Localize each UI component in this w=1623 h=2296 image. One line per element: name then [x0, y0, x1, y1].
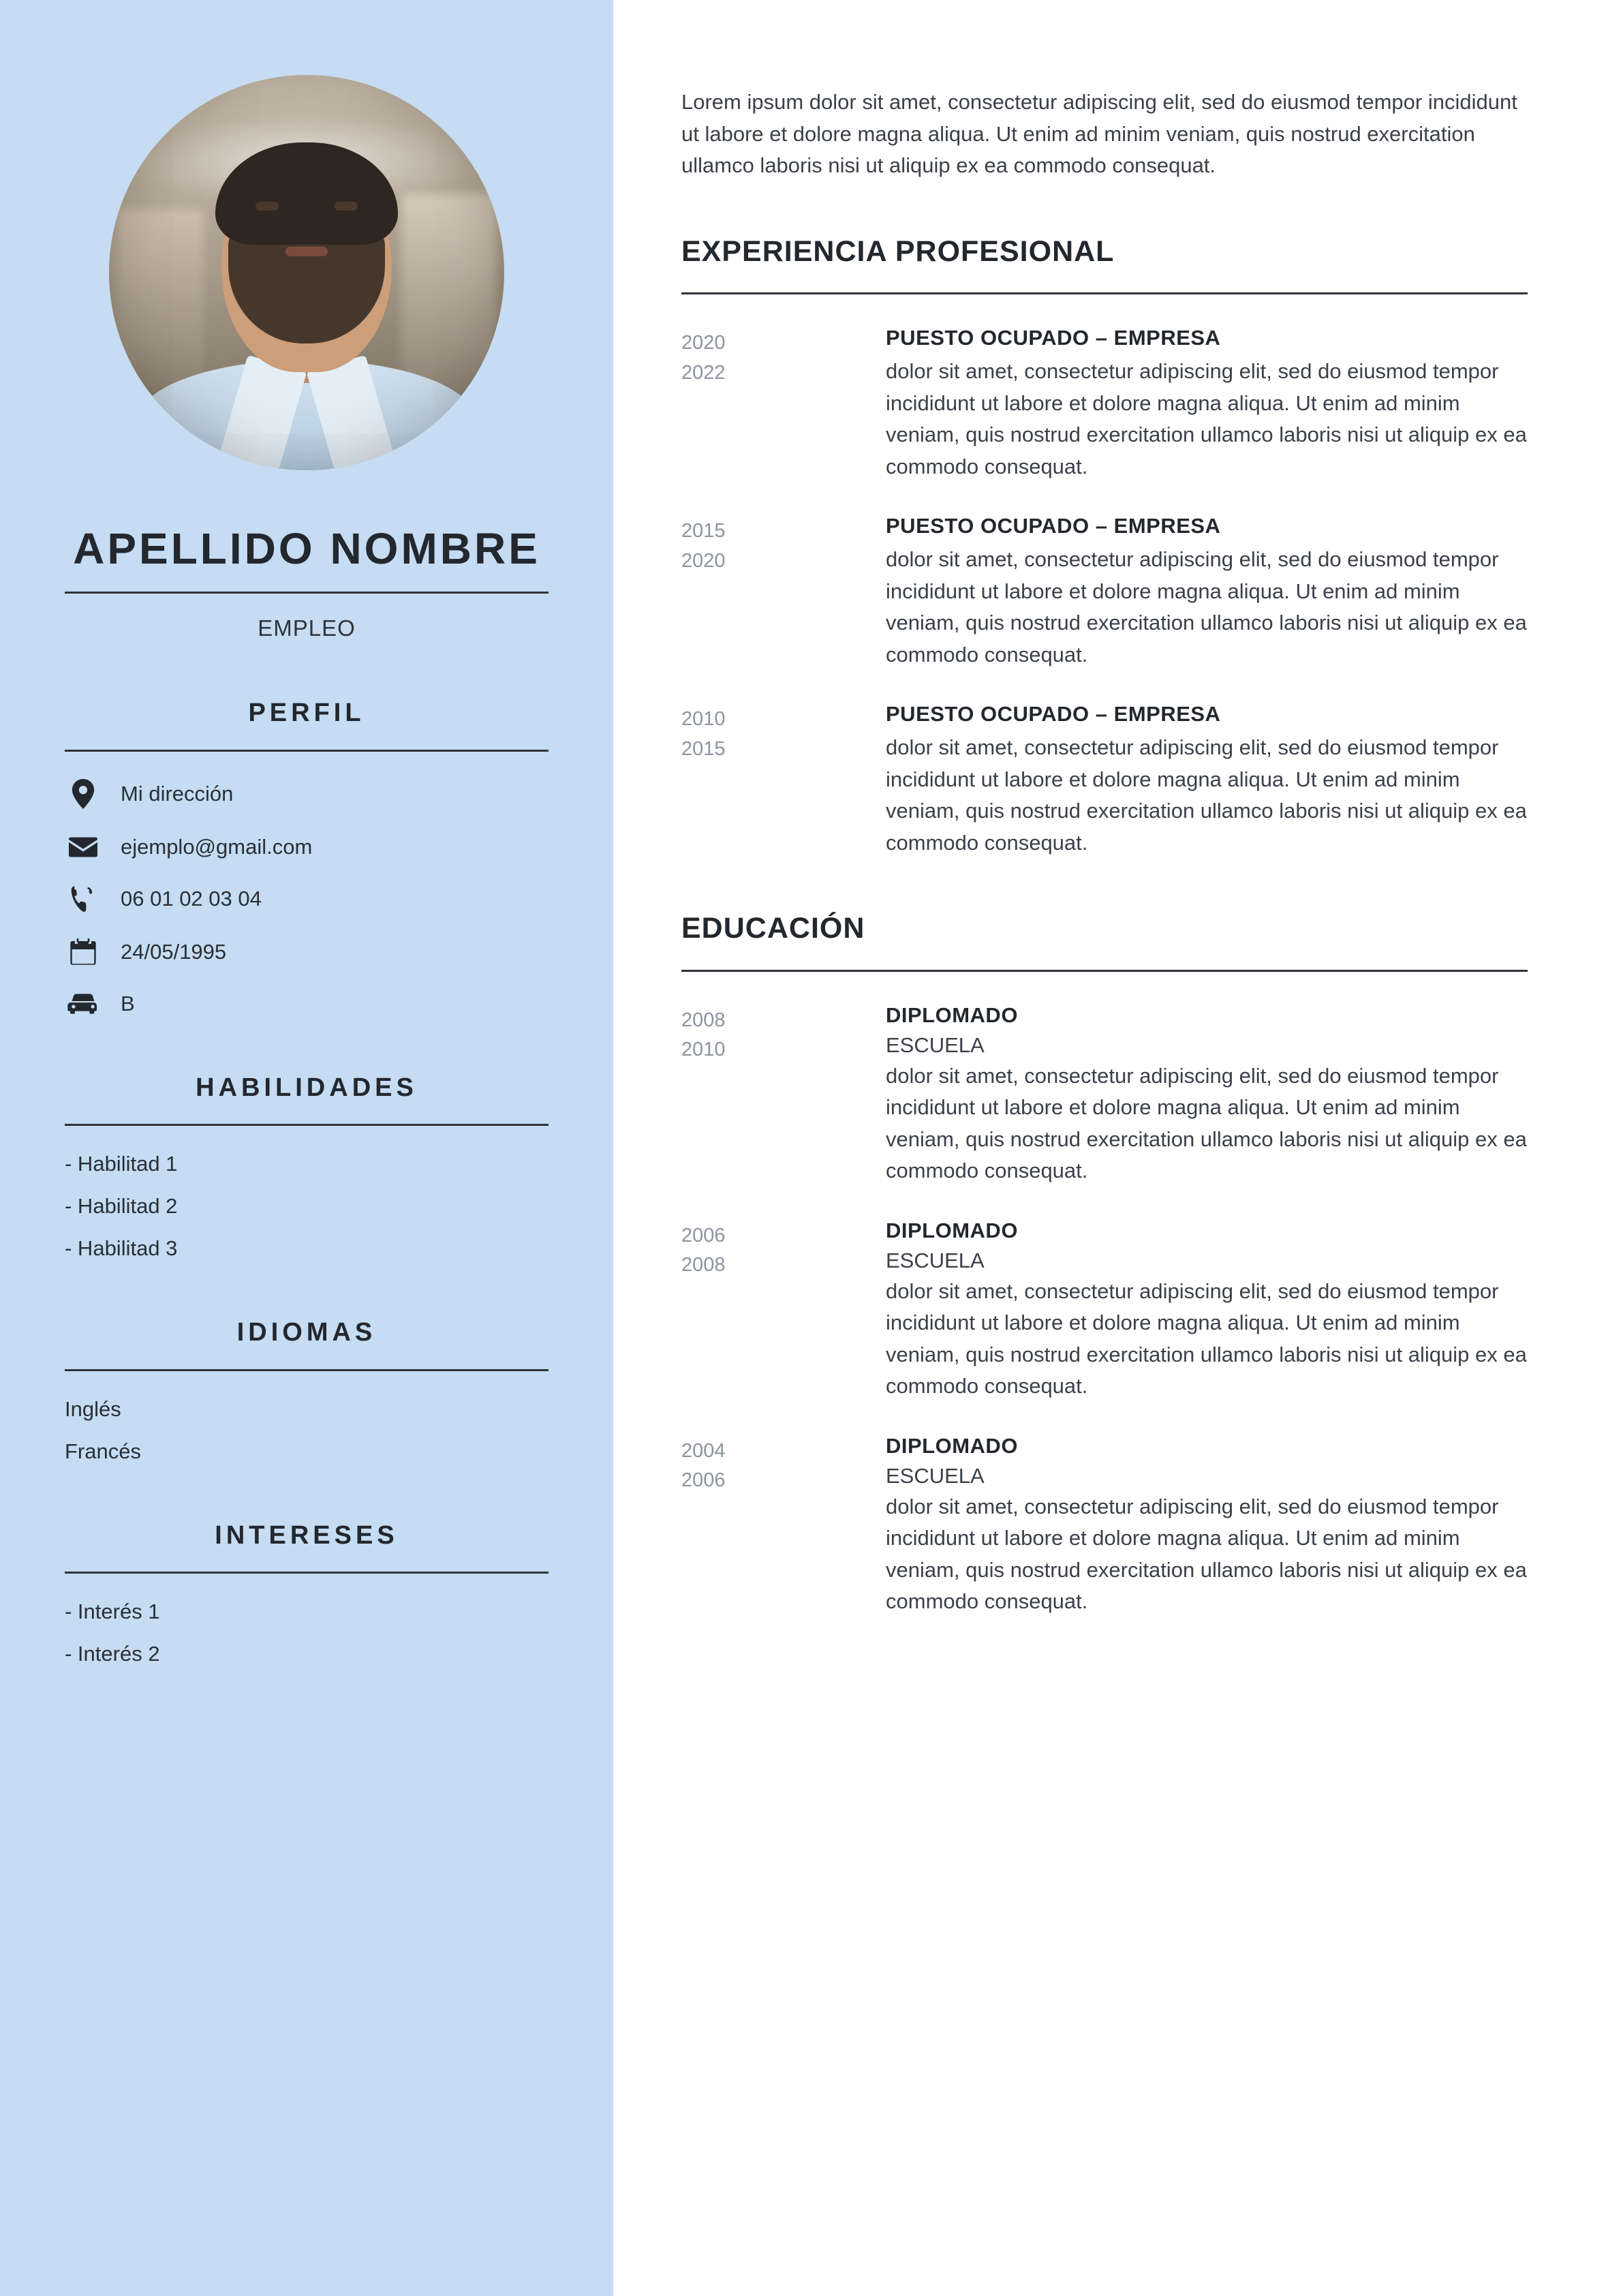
contact-address-text: Mi dirección	[121, 781, 234, 806]
date-end: 2022	[681, 361, 726, 384]
name-divider	[65, 592, 548, 594]
languages-heading: IDIOMAS	[236, 1318, 377, 1347]
experience-section	[681, 235, 1528, 859]
entry-description: dolor sit amet, consectetur adipiscing elit, sed do eiusmod tempor incididunt ut labore et dolore magna aliqua. Ut enim ad minim veniam, quis nostrud exercitation ullamco laboris nisi ut aliquip ex ea commodo consequat.	[886, 735, 1527, 855]
education-heading: EDUCACIÓN	[681, 912, 865, 945]
contact-birthdate-text: 24/05/1995	[121, 939, 227, 964]
experience-heading: EXPERIENCIA PROFESIONAL	[681, 234, 1115, 268]
entry-dates	[681, 1219, 886, 1403]
summary-text: Lorem ipsum dolor sit amet, consectetur adipiscing elit, sed do eiusmod tempor incididunt ut labore et dolore magna aliqua. Ut enim ad minim veniam, quis nostrud exercitation ullamco laboris nisi ut aliquip ex ea commodo consequat.	[681, 90, 1517, 177]
entry-description: dolor sit amet, consectetur adipiscing elit, sed do eiusmod tempor incididunt ut labore et dolore magna aliqua. Ut enim ad minim veniam, quis nostrud exercitation ullamco laboris nisi ut aliquip ex ea commodo consequat.	[886, 547, 1527, 667]
contact-phone-text: 06 01 02 03 04	[121, 886, 262, 910]
photo-vignette	[109, 75, 504, 470]
entry-school: ESCUELA	[886, 1248, 985, 1272]
contact-list	[0, 779, 613, 1016]
date-start: 2006	[681, 1224, 726, 1246]
date-end: 2006	[681, 1469, 726, 1492]
entry-title: DIPLOMADO	[886, 1218, 1018, 1242]
languages-divider	[65, 1369, 548, 1371]
profile-heading: PERFIL	[248, 699, 365, 727]
entry-dates	[681, 702, 886, 859]
entry-body	[886, 1219, 1528, 1403]
list-item: - Habilitad 2	[65, 1194, 178, 1219]
avatar	[109, 75, 504, 470]
entry-title: DIPLOMADO	[886, 1002, 1018, 1027]
skills-section	[0, 1073, 613, 1261]
interests-heading: INTERESES	[215, 1520, 399, 1550]
entry-body	[886, 702, 1528, 859]
entry-description: dolor sit amet, consectetur adipiscing elit, sed do eiusmod tempor incididunt ut labore et dolore magna aliqua. Ut enim ad minim veniam, quis nostrud exercitation ullamco laboris nisi ut aliquip ex ea commodo consequat.	[886, 1494, 1527, 1614]
sidebar	[0, 0, 613, 2296]
list-item: - Interés 1	[65, 1599, 160, 1624]
skills-heading: HABILIDADES	[196, 1073, 418, 1102]
car-icon	[65, 993, 102, 1015]
avatar-container	[0, 75, 613, 470]
experience-entry	[681, 326, 1528, 483]
entry-body	[886, 1434, 1528, 1618]
skills-list	[0, 1152, 613, 1261]
contact-email-text: ejemplo@gmail.com	[121, 834, 313, 859]
phone-icon	[65, 885, 102, 913]
entry-title: DIPLOMADO	[886, 1433, 1018, 1458]
date-end: 2008	[681, 1254, 726, 1276]
entry-dates	[681, 1434, 886, 1618]
profile-section	[0, 699, 613, 1016]
contact-item-email	[65, 835, 613, 859]
entry-dates	[681, 514, 886, 671]
experience-entry	[681, 514, 1528, 671]
date-start: 2008	[681, 1009, 726, 1031]
skills-divider	[65, 1124, 548, 1126]
contact-item-license	[65, 992, 613, 1016]
education-entry	[681, 1434, 1528, 1618]
entry-description: dolor sit amet, consectetur adipiscing elit, sed do eiusmod tempor incididunt ut labore et dolore magna aliqua. Ut enim ad minim veniam, quis nostrud exercitation ullamco laboris nisi ut aliquip ex ea commodo consequat.	[886, 1279, 1527, 1398]
list-item: - Habilitad 3	[65, 1236, 178, 1261]
list-item: Francés	[65, 1439, 141, 1463]
entry-title: PUESTO OCUPADO – EMPRESA	[886, 326, 1221, 350]
main-content	[613, 0, 1623, 2296]
date-end: 2015	[681, 737, 726, 760]
entry-body	[886, 1003, 1528, 1187]
profile-divider	[65, 750, 548, 752]
contact-item-phone	[65, 885, 613, 913]
education-entry	[681, 1219, 1528, 1403]
entry-description: dolor sit amet, consectetur adipiscing elit, sed do eiusmod tempor incididunt ut labore et dolore magna aliqua. Ut enim ad minim veniam, quis nostrud exercitation ullamco laboris nisi ut aliquip ex ea commodo consequat.	[886, 1063, 1527, 1183]
candidate-name: APELLIDO NOMBRE	[73, 524, 540, 573]
list-item: - Interés 2	[65, 1642, 160, 1666]
location-pin-icon	[65, 779, 102, 809]
entry-school: ESCUELA	[886, 1463, 985, 1488]
date-end: 2010	[681, 1039, 726, 1061]
calendar-icon	[65, 938, 102, 966]
education-divider	[681, 970, 1528, 972]
experience-entry	[681, 702, 1528, 859]
experience-divider	[681, 292, 1528, 294]
entry-dates	[681, 1003, 886, 1187]
list-item: - Habilitad 1	[65, 1152, 178, 1176]
date-start: 2004	[681, 1439, 726, 1462]
education-section	[681, 912, 1528, 1618]
contact-item-birthdate	[65, 938, 613, 966]
entry-body	[886, 514, 1528, 671]
interests-list	[0, 1599, 613, 1666]
job-title: EMPLEO	[258, 615, 356, 641]
languages-section	[0, 1318, 613, 1464]
entry-title: PUESTO OCUPADO – EMPRESA	[886, 514, 1221, 538]
list-item: Inglés	[65, 1396, 121, 1421]
date-start: 2020	[681, 332, 726, 354]
envelope-icon	[65, 836, 102, 858]
languages-list	[0, 1397, 613, 1464]
entry-description: dolor sit amet, consectetur adipiscing elit, sed do eiusmod tempor incididunt ut labore et dolore magna aliqua. Ut enim ad minim veniam, quis nostrud exercitation ullamco laboris nisi ut aliquip ex ea commodo consequat.	[886, 359, 1527, 478]
contact-license-text: B	[121, 991, 135, 1015]
interests-section	[0, 1521, 613, 1667]
entry-title: PUESTO OCUPADO – EMPRESA	[886, 702, 1221, 726]
date-start: 2010	[681, 708, 726, 731]
date-start: 2015	[681, 520, 726, 542]
education-entry	[681, 1003, 1528, 1187]
date-end: 2020	[681, 549, 726, 572]
entry-body	[886, 326, 1528, 483]
entry-school: ESCUELA	[886, 1032, 985, 1057]
interests-divider	[65, 1572, 548, 1574]
contact-item-address	[65, 779, 613, 809]
entry-dates	[681, 326, 886, 483]
